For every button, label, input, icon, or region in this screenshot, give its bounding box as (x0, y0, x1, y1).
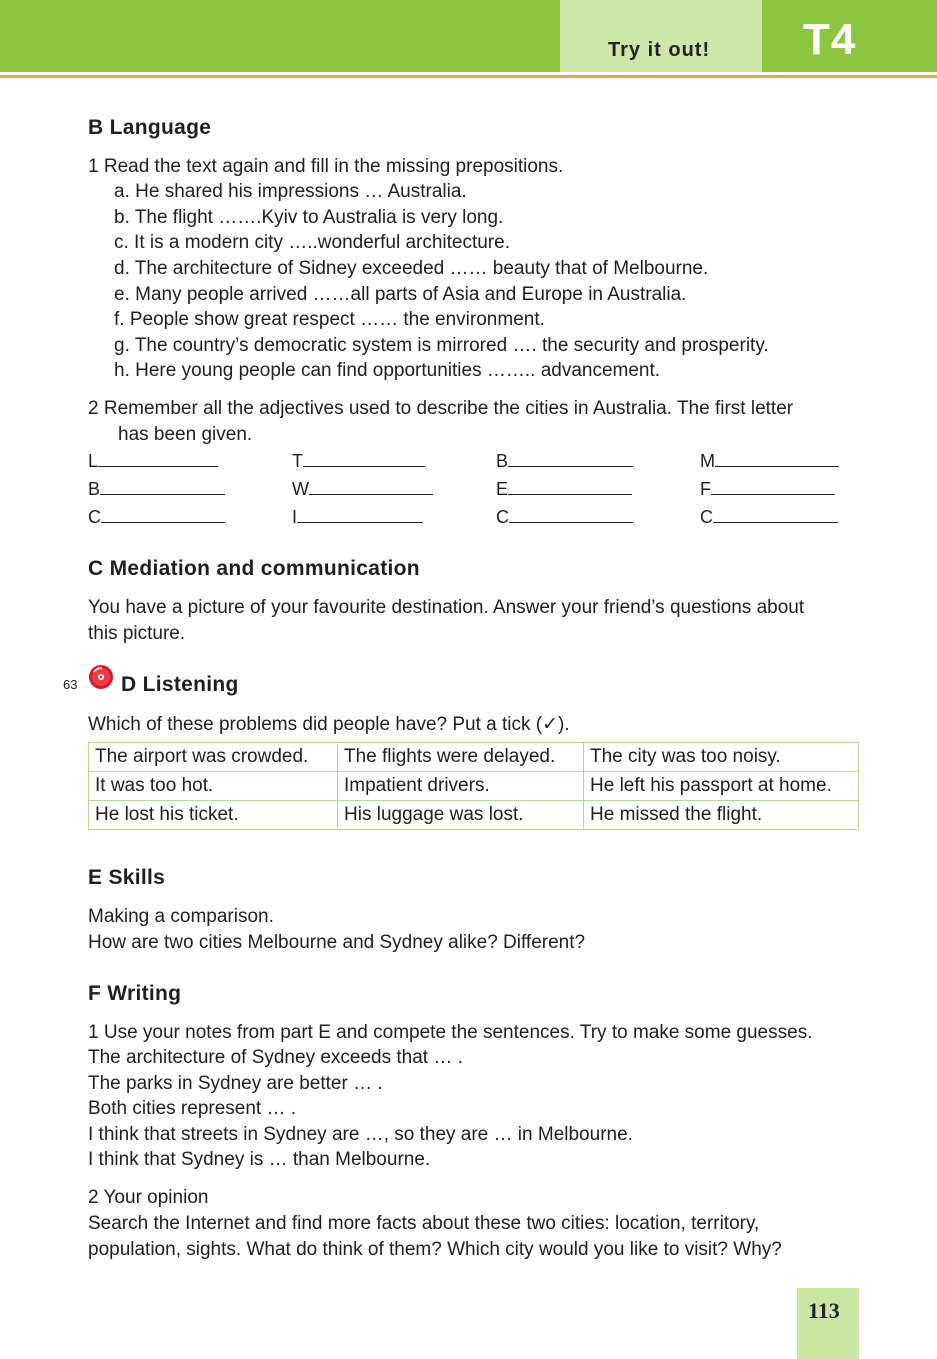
blank-r1c4[interactable]: M (700, 450, 839, 472)
section-c-text-2: this picture. (88, 623, 186, 644)
blank-r2c1[interactable]: B (88, 478, 225, 500)
task1-item-b: b. The flight …….Kyiv to Australia is very long. (114, 207, 504, 228)
writing-task1-line: The parks in Sydney are better … . (88, 1073, 383, 1094)
writing-task1-line: I think that Sydney is … than Melbourne. (88, 1149, 431, 1170)
section-d-instruction: Which of these problems did people have? Put a tick (✓). (88, 714, 570, 735)
table-cell[interactable]: His luggage was lost. (338, 801, 584, 830)
task1-instruction: 1 Read the text again and fill in the missing prepositions. (88, 156, 564, 177)
writing-task1-line: I think that streets in Sydney are …, so they are … in Melbourne. (88, 1124, 633, 1145)
unit-code-label: T4 (803, 15, 857, 64)
blank-r1c2[interactable]: T (292, 450, 425, 472)
task2-instruction-cont: has been given. (118, 424, 253, 445)
task1-item-a: a. He shared his impressions … Australia. (114, 181, 467, 202)
task2-instruction: 2 Remember all the adjectives used to describe the cities in Australia. The first letter (88, 398, 794, 419)
header-divider (0, 75, 937, 78)
table-cell[interactable]: It was too hot. (89, 772, 338, 801)
writing-task1-line: The architecture of Sydney exceeds that … . (88, 1047, 463, 1068)
table-row (89, 743, 859, 772)
audio-track-number: 63 (63, 677, 78, 692)
task1-item-f: f. People show great respect …… the environment. (114, 309, 545, 330)
section-c-title: C Mediation and communication (88, 557, 420, 580)
task1-item-g: g. The country’s democratic system is mirrored …. the security and prosperity. (114, 335, 769, 356)
try-it-out-label: Try it out! (608, 39, 711, 61)
writing-task2-title: 2 Your opinion (88, 1187, 209, 1208)
problems-table (88, 742, 859, 830)
section-f-title: F Writing (88, 982, 182, 1005)
table-cell[interactable]: The flights were delayed. (338, 743, 584, 772)
table-cell[interactable]: The city was too noisy. (584, 743, 859, 772)
section-e-text-2: How are two cities Melbourne and Sydney alike? Different? (88, 932, 586, 953)
section-b-title: B Language (88, 116, 212, 139)
blank-r3c1[interactable]: C (88, 506, 225, 528)
task1-item-e: e. Many people arrived ……all parts of Asia and Europe in Australia. (114, 284, 687, 305)
task1-item-c: c. It is a modern city …..wonderful architecture. (114, 232, 510, 253)
page-number: 113 (808, 1298, 840, 1323)
table-cell[interactable]: He left his passport at home. (584, 772, 859, 801)
writing-task1-instruction: 1 Use your notes from part E and compete the sentences. Try to make some guesses. (88, 1022, 813, 1043)
blank-r2c4[interactable]: F (700, 478, 835, 500)
writing-task2-line-2: population, sights. What do think of them? Which city would you like to visit? Why? (88, 1239, 782, 1260)
table-cell[interactable]: Impatient drivers. (338, 772, 584, 801)
table-cell[interactable]: He lost his ticket. (89, 801, 338, 830)
writing-task2-line-1: Search the Internet and find more facts about these two cities: location, territory, (88, 1213, 760, 1234)
blank-r2c2[interactable]: W (292, 478, 433, 500)
table-row (89, 772, 859, 801)
task1-item-d: d. The architecture of Sidney exceeded …… beauty that of Melbourne. (114, 258, 709, 279)
table-cell[interactable]: The airport was crowded. (89, 743, 338, 772)
blank-r3c4[interactable]: C (700, 506, 838, 528)
task1-item-h: h. Here young people can find opportunities …….. advancement. (114, 360, 661, 381)
audio-cd-icon (88, 664, 114, 690)
table-row (89, 801, 859, 830)
blank-r1c1[interactable]: L (88, 450, 218, 472)
blank-r3c3[interactable]: C (496, 506, 633, 528)
writing-task1-line: Both cities represent … . (88, 1098, 297, 1119)
blank-r3c2[interactable]: I (292, 506, 423, 528)
section-d-title: D Listening (121, 673, 239, 696)
section-e-title: E Skills (88, 866, 166, 889)
section-e-text-1: Making a comparison. (88, 906, 274, 927)
section-c-text-1: You have a picture of your favourite destination. Answer your friend’s questions about (88, 597, 805, 618)
blank-r2c3[interactable]: E (496, 478, 632, 500)
blank-r1c3[interactable]: B (496, 450, 633, 472)
table-cell[interactable]: He missed the flight. (584, 801, 859, 830)
